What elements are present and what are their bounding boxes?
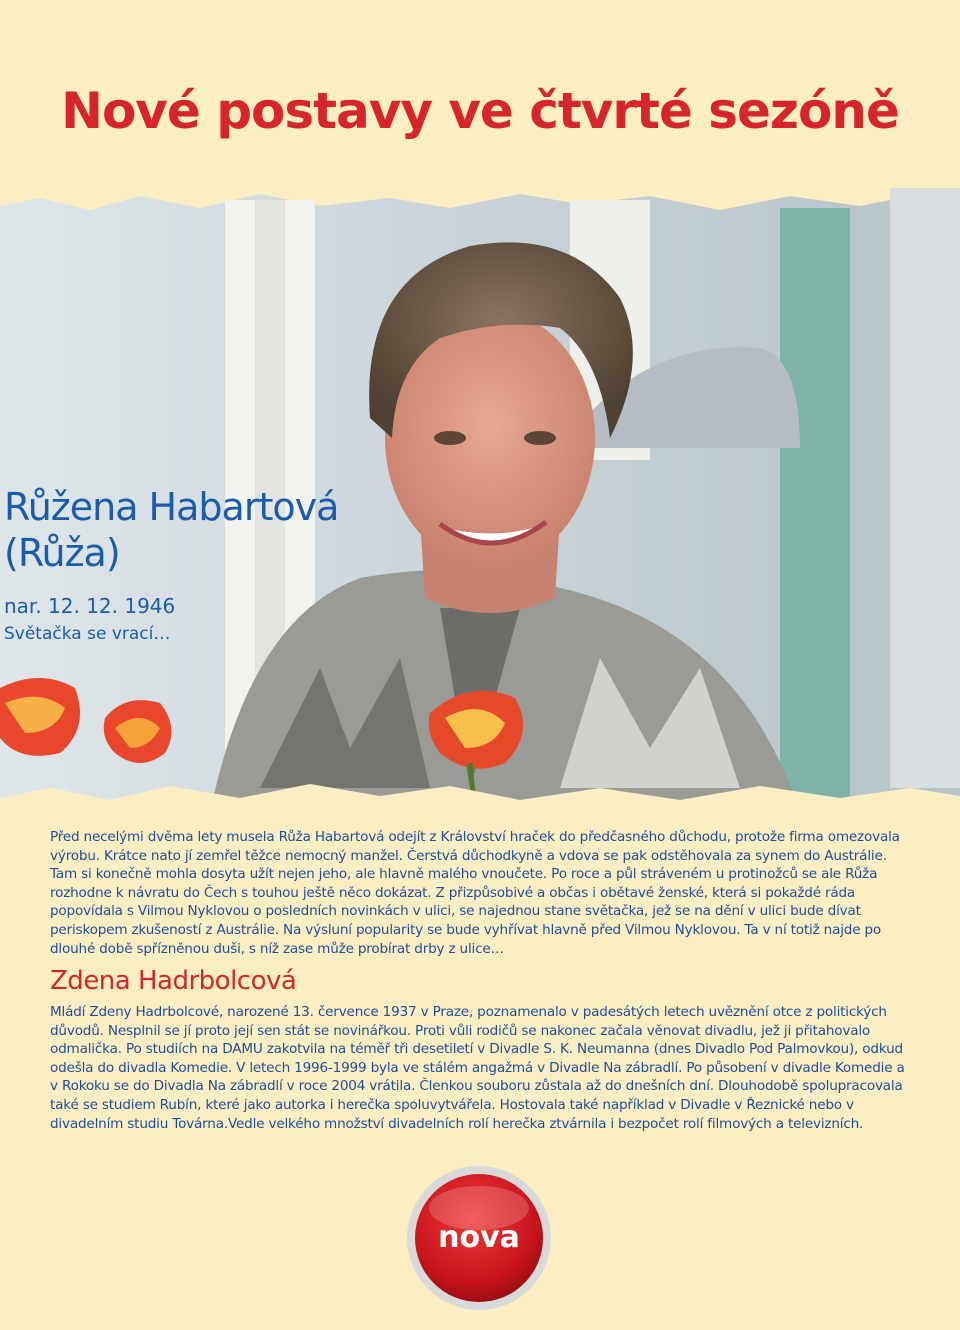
logo-text: nova [438, 1220, 520, 1255]
section-heading: Zdena Hadrbolcová [50, 966, 297, 996]
profile-name-line2: (Růža) [4, 531, 120, 575]
profile-name [4, 484, 338, 576]
nova-logo [404, 1163, 554, 1313]
profile-name-line1: Růžena Habartová [4, 485, 339, 529]
article-paragraph-1: Před necelými dvěma lety musela Růža Habartová odejít z Království hraček do předčasného důchodu, protože firma omezovala výrobu. Krátce nato jí zemřel těžce nemocný manžel. Čerstvá důchodkyně a vdova se pak odstěhovala za synem do Austrálie. Tam si konečně mohla dosyta užít nejen jeho, ale hlavně malého vnoučete. Po roce a půl stráveném u protinožců se ale Růža rozhodne k návratu do Čech s touhou ještě něco dokázat. Z přizpůsobivé a občas i obětavé ženské, která si pokaždé ráda popovídala s Vilmou Nyklovou o posledních novinkách v ulici, se najednou stane světačka, jež se na dění v ulici bude dívat periskopem zkušeností z Austrálie. Na výsluní popularity se bude vyhřívat hlavně před Vilmou Nyklovou. Ta v ní totiž najde po dlouhé době spřízněnou duši, s níž zase může probírat drby z ulice… [50, 829, 900, 957]
article-paragraph-2: Mládí Zdeny Hadrbolcové, narozené 13. července 1937 v Praze, poznamenalo v padesátých letech uvěznění otce z politických důvodů. Nesplnil se jí proto její sen stát se novinářkou. Proti vůli rodičů se nakonec začala věnovat divadlu, jež ji přitahovalo odmalička. Po studiích na DAMU zakotvila na téměř tři desetiletí v Divadle S. K. Neumanna (dnes Divadlo Pod Palmovkou), odkud odešla do divadla Komedie. V letech 1996-1999 byla ve stálém angažmá v Divadle Na zábradlí. Po působení v divadle Komedie a v Rokoku se do Divadla Na zábradlí v roce 2004 vrátila. Členkou souboru zůstala až do dnešních dní. Dlouhodobě spolupracovala také se studiem Rubín, které jako autorka i herečka spoluvytvářela. Hostovala také například v Divadle v Řeznické nebo v divadelním studiu Továrna.Vedle velkého množství divadelních rolí herečka ztvárnila i bezpočet rolí filmových a televizních. [50, 1004, 905, 1132]
nova-logo-icon [404, 1163, 554, 1313]
profile-birth-date: nar. 12. 12. 1946 [4, 594, 176, 618]
page-title: Nové postavy ve čtvrté sezóně [61, 82, 899, 140]
profile-tagline: Světačka se vrací… [4, 624, 171, 644]
